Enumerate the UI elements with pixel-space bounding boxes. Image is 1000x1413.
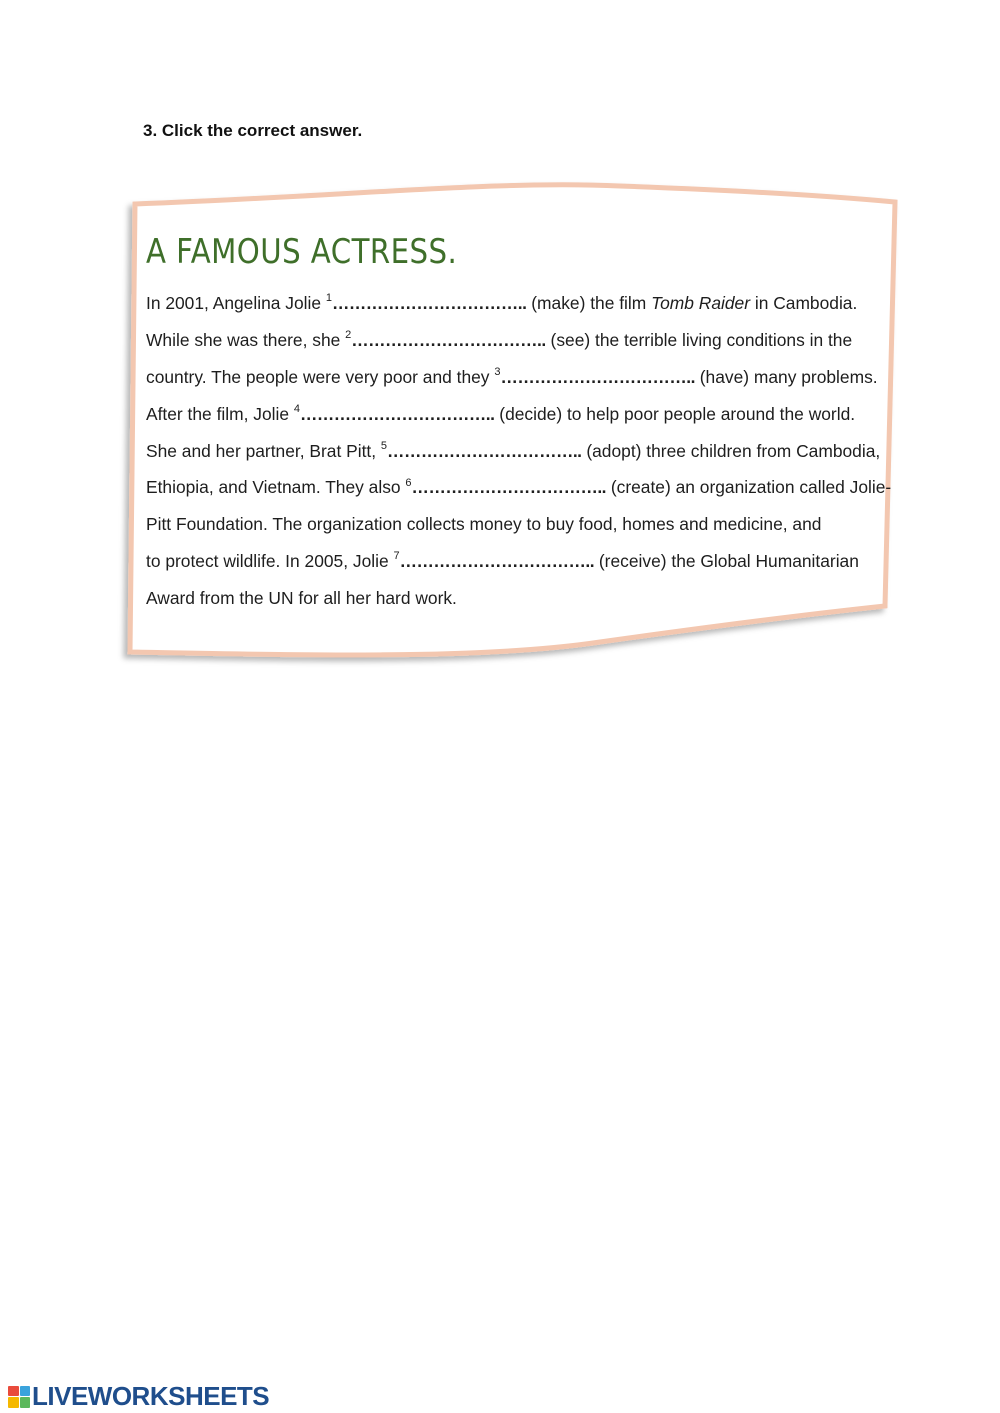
article-text: She and her partner, Brat Pitt, bbox=[146, 440, 381, 461]
article-title: A FAMOUS ACTRESS. bbox=[146, 232, 458, 272]
blank-number: 1 bbox=[325, 292, 332, 305]
answer-blank[interactable]: …………………………….. bbox=[500, 366, 695, 387]
instruction-text: 3. Click the correct answer. bbox=[143, 121, 363, 140]
article-text: (have) many problems. bbox=[694, 366, 878, 387]
article-text: While she was there, she bbox=[146, 329, 346, 350]
article-text: (create) an organization called Jolie- bbox=[606, 477, 892, 498]
article-line bbox=[146, 433, 888, 470]
answer-blank[interactable]: …………………………….. bbox=[300, 403, 495, 424]
article-text: (decide) to help poor people around the world. bbox=[494, 403, 856, 424]
article-text: (receive) the Global Humanitarian bbox=[594, 551, 859, 572]
article-line bbox=[146, 469, 892, 506]
article-line bbox=[146, 506, 888, 543]
article-line bbox=[146, 322, 888, 359]
article-line bbox=[146, 396, 888, 433]
blank-number: 6 bbox=[405, 476, 412, 489]
answer-blank[interactable]: …………………………….. bbox=[399, 551, 595, 572]
article-text: country. The people were very poor and they bbox=[146, 366, 495, 387]
article-body bbox=[146, 285, 892, 617]
answer-blank[interactable]: …………………………….. bbox=[411, 477, 607, 498]
article-text: (adopt) three children from Cambodia, bbox=[581, 440, 881, 461]
blank-number: 3 bbox=[494, 365, 501, 378]
liveworksheets-logo bbox=[8, 1381, 269, 1412]
article-text: In 2001, Angelina Jolie bbox=[146, 293, 326, 313]
answer-blank[interactable]: …………………………….. bbox=[351, 329, 546, 350]
article-text: (see) the terrible living conditions in the bbox=[545, 329, 853, 350]
article-line bbox=[146, 580, 888, 617]
film-title: Tomb Raider bbox=[651, 293, 751, 313]
blank-number: 4 bbox=[293, 402, 300, 415]
blank-number: 5 bbox=[380, 439, 388, 452]
article-text: Ethiopia, and Vietnam. They also bbox=[146, 477, 406, 498]
article-line bbox=[146, 359, 888, 396]
liveworksheets-icon bbox=[8, 1386, 30, 1408]
brand-name: LIVEWORKSHEETS bbox=[32, 1381, 270, 1411]
article-text: After the film, Jolie bbox=[146, 403, 294, 424]
article-text: Pitt Foundation. The organization collects money to buy food, homes and medicine, and bbox=[146, 514, 822, 535]
blank-number: 7 bbox=[393, 550, 400, 563]
article-text: to protect wildlife. In 2005, Jolie bbox=[146, 551, 394, 572]
article-text: Award from the UN for all her hard work. bbox=[146, 588, 457, 609]
article-line bbox=[146, 285, 888, 322]
article-line bbox=[146, 543, 888, 580]
answer-blank[interactable]: …………………………….. bbox=[331, 293, 527, 313]
blank-number: 2 bbox=[345, 329, 352, 342]
article-text: in Cambodia. bbox=[750, 293, 858, 313]
answer-blank[interactable]: …………………………….. bbox=[387, 440, 582, 461]
article-text: (make) the film bbox=[526, 293, 652, 313]
